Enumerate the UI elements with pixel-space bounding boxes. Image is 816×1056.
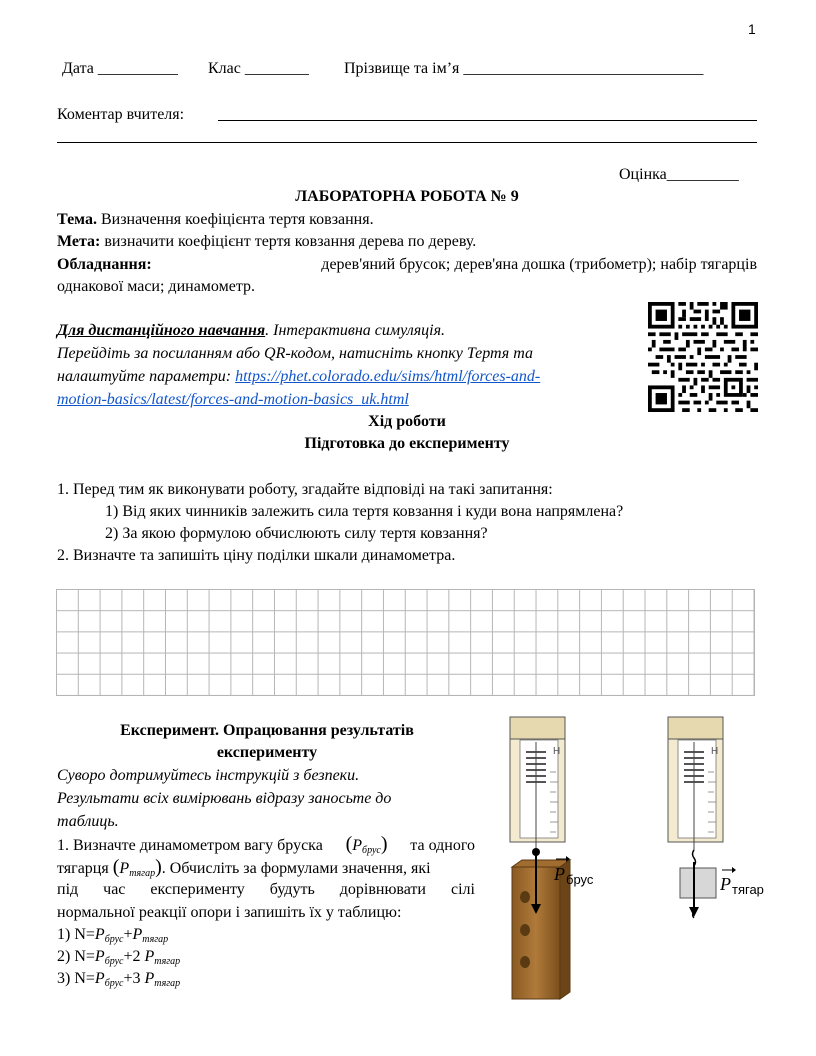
prep-question-2: 2) За якою формулою обчислюють силу тертя ковзання? — [105, 525, 488, 542]
goal — [57, 231, 476, 253]
phet-link-part-2[interactable]: motion-basics/latest/forces-and-motion-basics_uk.html — [57, 391, 409, 408]
experiment-heading-line-2: експерименту — [216, 744, 318, 761]
distance-learning-heading — [57, 320, 445, 342]
results-note-1: Результати всіх вимірювань відразу заносьте до — [57, 790, 392, 807]
grade-field[interactable]: Оцінка_________ — [619, 166, 739, 183]
phet-link-continued[interactable] — [57, 389, 409, 411]
teacher-comment-label: Коментар вчителя: — [57, 106, 185, 123]
unit-label-right: Н — [711, 746, 719, 757]
experiment-heading — [57, 720, 477, 764]
label-brus-sub: брус — [566, 872, 594, 887]
distance-learning-subtitle: . Інтерактивна симуляція. — [265, 322, 446, 339]
label-brus-p: P — [554, 864, 565, 884]
step-1-text-a: 1. Визначте динамометром вагу бруска — [57, 837, 323, 854]
qr-code-image[interactable] — [648, 302, 758, 412]
formula-3-p2: P — [144, 970, 155, 987]
dynamometer-figure — [500, 712, 790, 1002]
page-title: ЛАБОРАТОРНА РОБОТА № 9 — [295, 188, 519, 205]
p-tyagar-subscript: тягар — [129, 868, 156, 879]
prep-question-1: 1) Від яких чинників залежить сила тертя ковзання і куди вона напрямлена? — [105, 503, 624, 520]
results-note-2: таблиць. — [57, 813, 119, 830]
p-brus-letter: P — [352, 837, 363, 854]
equipment — [57, 254, 757, 276]
experiment-heading-line-1: Експеримент. Опрацювання результатів — [120, 722, 414, 739]
date-field[interactable]: Дата __________ — [62, 60, 178, 77]
safety-note: Суворо дотримуйтесь інструкцій з безпеки. — [57, 767, 360, 784]
goal-text: визначити коефіцієнт тертя ковзання дерева по дереву. — [100, 233, 477, 250]
teacher-comment-line-2[interactable] — [57, 142, 757, 143]
formula-2-p1: P — [94, 948, 105, 965]
formula-1-sub1: брус — [104, 934, 124, 945]
prep-item-1: 1. Перед тим як виконувати роботу, згадайте відповіді на такі запитання: — [57, 481, 553, 498]
formula-2-prefix: 2) N= — [57, 948, 95, 965]
p-tyagar-letter: P — [119, 860, 130, 877]
distance-learning-label: Для дистанційного навчання — [57, 322, 266, 339]
formula-1-p2: P — [132, 926, 143, 943]
distance-learning-prefix: налаштуйте параметри: — [57, 368, 236, 385]
formula-2-p2: P — [144, 948, 155, 965]
topic-text: Визначення коефіцієнта тертя ковзання. — [96, 211, 374, 228]
formula-3-sub1: брус — [104, 978, 124, 989]
topic — [57, 209, 374, 231]
teacher-comment-line-1[interactable] — [218, 120, 757, 121]
formula-3-sub2: тягар — [154, 978, 181, 989]
formula-3-p1: P — [94, 970, 105, 987]
formula-1-plus: + — [123, 926, 133, 943]
label-tyagar-sub: тягар — [732, 882, 764, 897]
distance-learning-text: Перейдіть за посиланням або QR-кодом, натисніть кнопку Тертя та — [57, 345, 533, 362]
p-brus-subscript: брус — [362, 845, 381, 856]
label-tyagar-p: P — [720, 874, 731, 894]
formula-1-sub2: тягар — [142, 934, 169, 945]
formula-2-plus: +2 — [123, 948, 145, 965]
formula-2-sub2: тягар — [154, 956, 181, 967]
page-number: 1 — [748, 21, 756, 37]
step-1-text-d: . Обчисліть за формулами значення, які — [161, 860, 431, 877]
formula-2-sub1: брус — [104, 956, 124, 967]
dynamometer-left — [510, 717, 565, 850]
weight-block — [680, 868, 716, 898]
preparation-heading: Підготовка до експерименту — [304, 435, 510, 452]
formula-1-p1: P — [94, 926, 105, 943]
equipment-line-1: дерев'яний брусок; дерев'яна дошка (трибометр); набір тягарців — [321, 256, 757, 273]
step-1-text-c: тягарця — [57, 860, 109, 877]
equipment-line-2: однакової маси; динамометр. — [57, 278, 256, 295]
procedure-heading: Хід роботи — [368, 413, 446, 430]
step-1-line-4: нормальної реакції опори і запишіть їх у таблицю: — [57, 904, 402, 921]
p-brus-symbol: $(P_{брус})$ — [345, 833, 388, 856]
unit-label-left: Н — [553, 746, 561, 757]
answer-grid[interactable] — [56, 589, 755, 696]
formula-3 — [57, 968, 180, 995]
step-1-line-3: під час експерименту будуть дорівнювати сілі — [57, 881, 475, 898]
prep-item-2: 2. Визначте та запишіть ціну поділки шкали динамометра. — [57, 547, 456, 564]
formula-3-prefix: 3) N= — [57, 970, 95, 987]
goal-label: Мета: — [57, 233, 101, 250]
topic-label: Тема. — [57, 211, 97, 228]
distance-learning-text-2 — [57, 366, 540, 388]
class-field[interactable]: Клас ________ — [208, 60, 309, 77]
phet-link[interactable]: https://phet.colorado.edu/sims/html/forces-and- — [235, 368, 541, 385]
equipment-label: Обладнання: — [57, 256, 152, 273]
step-1-text-b: та одного — [410, 837, 475, 854]
formula-1-prefix: 1) N= — [57, 926, 95, 943]
name-field[interactable]: Прізвище та ім’я ______________________________ — [344, 60, 704, 77]
dynamometer-right — [668, 717, 723, 850]
p-tyagar-symbol: $(P_{тягар})$ — [112, 856, 162, 879]
formula-3-plus: +3 — [123, 970, 145, 987]
